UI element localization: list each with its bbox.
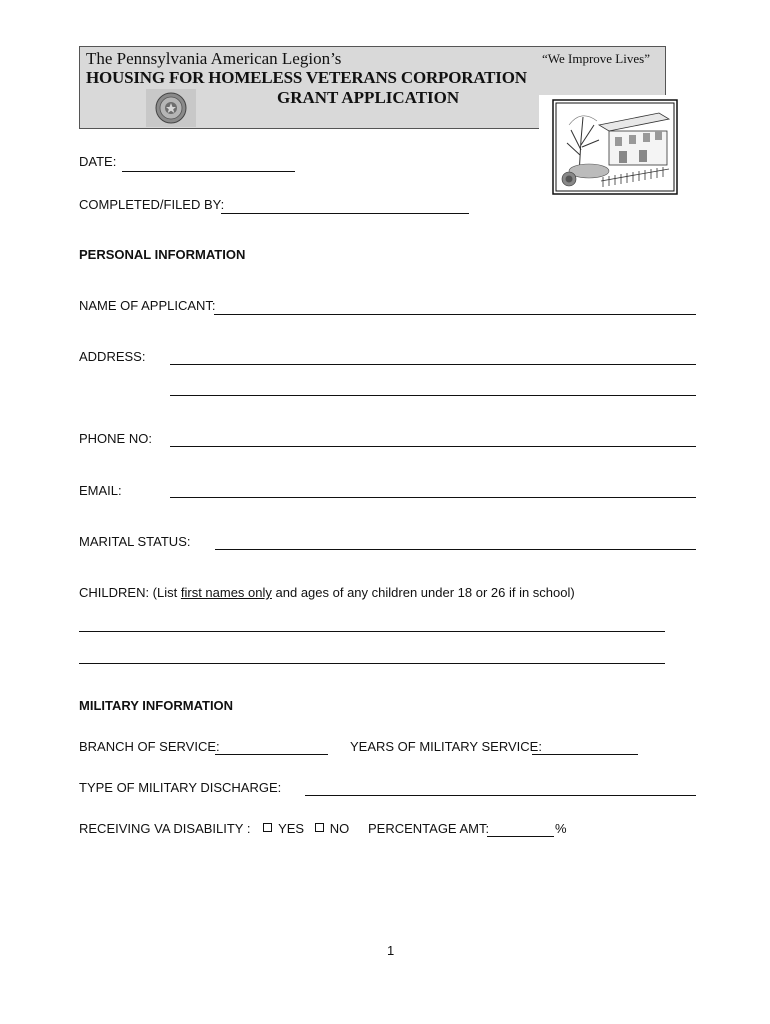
no-checkbox[interactable] — [315, 823, 324, 832]
marital-status-field[interactable] — [215, 549, 696, 550]
no-label: NO — [329, 821, 350, 836]
tagline: “We Improve Lives” — [542, 51, 650, 66]
document-title: GRANT APPLICATION — [277, 88, 460, 107]
name-label: NAME OF APPLICANT: — [79, 298, 216, 313]
email-field[interactable] — [170, 497, 696, 498]
house-illustration — [539, 95, 679, 196]
completed-by-label: COMPLETED/FILED BY: — [79, 197, 225, 212]
phone-field[interactable] — [170, 446, 696, 447]
yes-checkbox[interactable] — [263, 823, 272, 832]
children-instructions — [79, 585, 575, 600]
date-label: DATE: — [79, 154, 117, 169]
marital-status-label: MARITAL STATUS: — [79, 534, 191, 549]
email-label: EMAIL: — [79, 483, 122, 498]
completed-by-field[interactable] — [221, 213, 469, 214]
percentage-field[interactable] — [487, 836, 554, 837]
percent-sign: % — [555, 821, 567, 836]
branch-field[interactable] — [215, 754, 328, 755]
page-number: 1 — [387, 943, 395, 958]
discharge-label: TYPE OF MILITARY DISCHARGE: — [79, 780, 282, 795]
children-emphasis: first names only — [180, 585, 272, 600]
branch-label: BRANCH OF SERVICE: — [79, 739, 220, 754]
legion-seal-icon — [146, 89, 196, 127]
organization-line: The Pennsylvania American Legion’s — [86, 49, 342, 68]
children-suffix: and ages of any children under 18 or 26 if in school) — [271, 585, 575, 600]
yes-label: YES — [278, 821, 305, 836]
children-field-line-2[interactable] — [79, 663, 665, 664]
years-label: YEARS OF MILITARY SERVICE: — [350, 739, 542, 754]
corporation-name: HOUSING FOR HOMELESS VETERANS CORPORATION — [86, 68, 527, 87]
va-disability-row — [79, 821, 349, 836]
children-prefix: CHILDREN: (List — [79, 585, 181, 600]
date-field[interactable] — [122, 171, 295, 172]
discharge-field[interactable] — [305, 795, 696, 796]
name-field[interactable] — [214, 314, 696, 315]
years-field[interactable] — [532, 754, 638, 755]
address-field-line-2[interactable] — [170, 395, 696, 396]
phone-label: PHONE NO: — [79, 431, 152, 446]
address-field-line-1[interactable] — [170, 364, 696, 365]
address-label: ADDRESS: — [79, 349, 146, 364]
military-information-heading: MILITARY INFORMATION — [79, 698, 234, 713]
children-field-line-1[interactable] — [79, 631, 665, 632]
va-disability-label: RECEIVING VA DISABILITY : — [79, 821, 251, 836]
personal-information-heading: PERSONAL INFORMATION — [79, 247, 246, 262]
percentage-label: PERCENTAGE AMT: — [368, 821, 490, 836]
